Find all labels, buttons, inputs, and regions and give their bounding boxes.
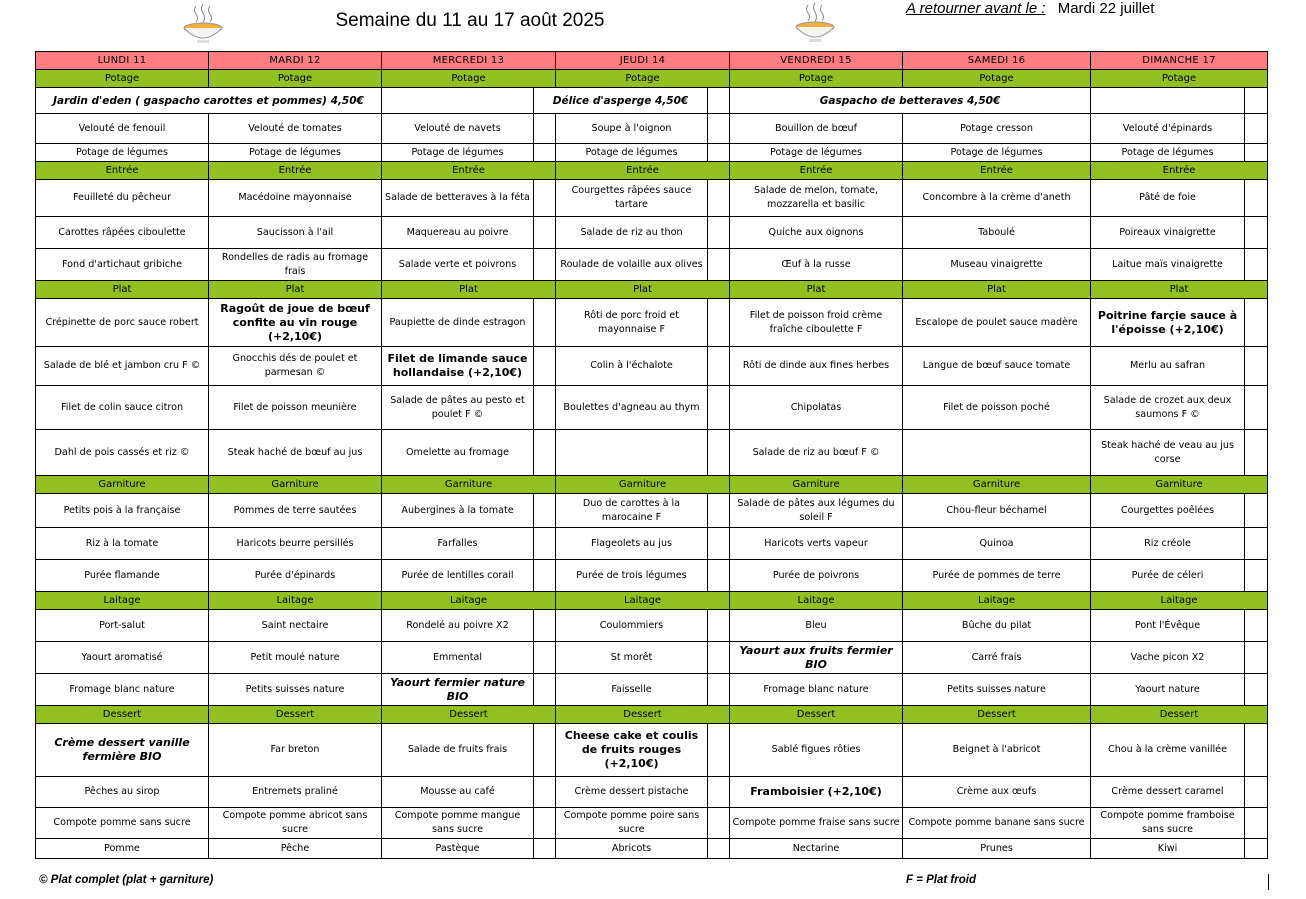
- menu-item: Pêches au sirop: [36, 777, 209, 808]
- menu-item: Chipolatas: [730, 386, 903, 430]
- empty-cell: [708, 430, 730, 476]
- soup-bowl-icon: [794, 1, 836, 45]
- empty-cell: [534, 347, 556, 386]
- menu-item: Yaourt fermier nature BIO: [382, 674, 534, 706]
- empty-cell: [534, 114, 556, 144]
- menu-item: Steak haché de bœuf au jus: [209, 430, 382, 476]
- menu-item: Carottes râpées ciboulette: [36, 217, 209, 249]
- empty-cell: [1245, 674, 1268, 706]
- empty-cell: [1245, 114, 1268, 144]
- section-header-plat: Plat: [730, 281, 903, 299]
- menu-item: Bleu: [730, 610, 903, 642]
- menu-item: Gnocchis dés de poulet et parmesan ©: [209, 347, 382, 386]
- menu-item: Pommes de terre sautées: [209, 494, 382, 528]
- empty-cell: [1245, 347, 1268, 386]
- special-soup: Jardin d'eden ( gaspacho carottes et pommes) 4,50€: [36, 88, 382, 114]
- menu-row: [36, 808, 1268, 839]
- menu-item: Framboisier (+2,10€): [730, 777, 903, 808]
- menu-item: Rôti de dinde aux fines herbes: [730, 347, 903, 386]
- menu-item: Laitue maïs vinaigrette: [1091, 249, 1245, 281]
- menu-item: Filet de poisson poché: [903, 386, 1091, 430]
- empty-cell: [1245, 299, 1268, 347]
- empty-cell: [534, 674, 556, 706]
- menu-item: Dahl de pois cassés et riz ©: [36, 430, 209, 476]
- menu-row: [36, 476, 1268, 494]
- menu-item: Potage cresson: [903, 114, 1091, 144]
- empty-cell: [534, 777, 556, 808]
- section-header-laitage: Laitage: [556, 592, 730, 610]
- section-header-dessert: Dessert: [1091, 706, 1268, 724]
- section-header-garniture: Garniture: [730, 476, 903, 494]
- section-header-potage: Potage: [730, 70, 903, 88]
- menu-row: [36, 299, 1268, 347]
- section-header-garniture: Garniture: [556, 476, 730, 494]
- menu-item: Potage de légumes: [730, 144, 903, 162]
- menu-row: [36, 347, 1268, 386]
- empty-cell: [534, 610, 556, 642]
- menu-item: Faisselle: [556, 674, 708, 706]
- menu-item: Velouté de fenouil: [36, 114, 209, 144]
- menu-item: Paupiette de dinde estragon: [382, 299, 534, 347]
- empty-cell: [382, 88, 534, 114]
- menu-item: Pont l'Évêque: [1091, 610, 1245, 642]
- menu-item: Filet de colin sauce citron: [36, 386, 209, 430]
- menu-item: Fromage blanc nature: [730, 674, 903, 706]
- menu-row: [36, 386, 1268, 430]
- menu-item: Rôti de porc froid et mayonnaise F: [556, 299, 708, 347]
- footer-legend-complete: © Plat complet (plat + garniture): [39, 874, 214, 886]
- menu-item: [556, 430, 708, 476]
- menu-item: Œuf à la russe: [730, 249, 903, 281]
- day-header: DIMANCHE 17: [1091, 52, 1268, 70]
- empty-cell: [534, 528, 556, 560]
- menu-item: Salade de blé et jambon cru F ©: [36, 347, 209, 386]
- empty-cell: [1245, 494, 1268, 528]
- menu-item: Riz à la tomate: [36, 528, 209, 560]
- section-header-plat: Plat: [382, 281, 556, 299]
- menu-item: Roulade de volaille aux olives: [556, 249, 708, 281]
- empty-cell: [708, 144, 730, 162]
- menu-item: Haricots verts vapeur: [730, 528, 903, 560]
- day-header: MERCREDI 13: [382, 52, 556, 70]
- menu-item: Filet de limande sauce hollandaise (+2,10€): [382, 347, 534, 386]
- menu-item: Pâté de foie: [1091, 180, 1245, 217]
- empty-cell: [1245, 642, 1268, 674]
- menu-item: Steak haché de veau au jus corse: [1091, 430, 1245, 476]
- menu-item: Omelette au fromage: [382, 430, 534, 476]
- special-soup: [1245, 88, 1268, 114]
- menu-row: [36, 592, 1268, 610]
- menu-item: Salade de pâtes au pesto et poulet F ©: [382, 386, 534, 430]
- section-header-dessert: Dessert: [556, 706, 730, 724]
- empty-cell: [708, 777, 730, 808]
- menu-item: Soupe à l'oignon: [556, 114, 708, 144]
- section-header-potage: Potage: [1091, 70, 1268, 88]
- deadline-label: A retourner avant le :: [906, 0, 1046, 17]
- menu-item: Petits suisses nature: [209, 674, 382, 706]
- empty-cell: [534, 180, 556, 217]
- empty-cell: [534, 494, 556, 528]
- section-header-potage: Potage: [36, 70, 209, 88]
- menu-row: [36, 249, 1268, 281]
- empty-cell: [708, 674, 730, 706]
- menu-item: Riz créole: [1091, 528, 1245, 560]
- menu-item: Coulommiers: [556, 610, 708, 642]
- menu-item: Feuilleté du pêcheur: [36, 180, 209, 217]
- menu-item: Crépinette de porc sauce robert: [36, 299, 209, 347]
- menu-row: [36, 610, 1268, 642]
- menu-item: Salade de pâtes aux légumes du soleil F: [730, 494, 903, 528]
- menu-row: [36, 162, 1268, 180]
- empty-cell: [534, 560, 556, 592]
- menu-item: Chou-fleur béchamel: [903, 494, 1091, 528]
- day-header: LUNDI 11: [36, 52, 209, 70]
- menu-item: Saint nectaire: [209, 610, 382, 642]
- empty-cell: [534, 642, 556, 674]
- menu-item: [903, 430, 1091, 476]
- empty-cell: [708, 249, 730, 281]
- menu-item: Port-salut: [36, 610, 209, 642]
- menu-item: Purée flamande: [36, 560, 209, 592]
- menu-row: [36, 144, 1268, 162]
- empty-cell: [534, 808, 556, 839]
- menu-item: Salade verte et poivrons: [382, 249, 534, 281]
- menu-item: Pomme: [36, 839, 209, 859]
- special-soup: Gaspacho de betteraves 4,50€: [730, 88, 1091, 114]
- empty-cell: [708, 180, 730, 217]
- menu-item: Salade de betteraves à la féta: [382, 180, 534, 217]
- menu-row: [36, 217, 1268, 249]
- section-header-dessert: Dessert: [903, 706, 1091, 724]
- menu-item: Compote pomme abricot sans sucre: [209, 808, 382, 839]
- section-header-laitage: Laitage: [1091, 592, 1268, 610]
- menu-row: [36, 70, 1268, 88]
- menu-item: Compote pomme banane sans sucre: [903, 808, 1091, 839]
- menu-item: Crème aux œufs: [903, 777, 1091, 808]
- empty-cell: [708, 386, 730, 430]
- empty-cell: [708, 88, 730, 114]
- menu-item: Haricots beurre persillés: [209, 528, 382, 560]
- day-header: JEUDI 14: [556, 52, 730, 70]
- deadline-value: Mardi 22 juillet: [1057, 0, 1155, 17]
- menu-item: Poireaux vinaigrette: [1091, 217, 1245, 249]
- section-header-entree: Entrée: [36, 162, 209, 180]
- menu-item: Quinoa: [903, 528, 1091, 560]
- menu-item: Nectarine: [730, 839, 903, 859]
- menu-row: [36, 494, 1268, 528]
- special-soup: Délice d'asperge 4,50€: [534, 88, 708, 114]
- section-header-laitage: Laitage: [730, 592, 903, 610]
- menu-row: [36, 88, 1268, 114]
- menu-item: Far breton: [209, 724, 382, 777]
- menu-item: Potage de légumes: [1091, 144, 1245, 162]
- menu-item: Concombre à la crème d'aneth: [903, 180, 1091, 217]
- empty-cell: [708, 839, 730, 859]
- menu-row: [36, 281, 1268, 299]
- menu-item: Sablé figues rôties: [730, 724, 903, 777]
- section-header-potage: Potage: [556, 70, 730, 88]
- empty-cell: [708, 610, 730, 642]
- section-header-entree: Entrée: [382, 162, 556, 180]
- menu-item: Potage de légumes: [903, 144, 1091, 162]
- menu-item: Compote pomme fraise sans sucre: [730, 808, 903, 839]
- menu-item: Aubergines à la tomate: [382, 494, 534, 528]
- empty-cell: [1091, 88, 1245, 114]
- menu-item: Quiche aux oignons: [730, 217, 903, 249]
- menu-item: Rondelé au poivre X2: [382, 610, 534, 642]
- menu-item: Velouté d'épinards: [1091, 114, 1245, 144]
- menu-row: [36, 777, 1268, 808]
- menu-item: Duo de carottes à la marocaine F: [556, 494, 708, 528]
- menu-row: [36, 560, 1268, 592]
- menu-item: Compote pomme framboise sans sucre: [1091, 808, 1245, 839]
- day-header: VENDREDI 15: [730, 52, 903, 70]
- section-header-entree: Entrée: [1091, 162, 1268, 180]
- section-header-potage: Potage: [209, 70, 382, 88]
- menu-item: Merlu au safran: [1091, 347, 1245, 386]
- menu-item: Escalope de poulet sauce madère: [903, 299, 1091, 347]
- menu-item: Courgettes râpées sauce tartare: [556, 180, 708, 217]
- menu-item: Potage de légumes: [382, 144, 534, 162]
- menu-item: Salade de fruits frais: [382, 724, 534, 777]
- menu-item: St morêt: [556, 642, 708, 674]
- section-header-garniture: Garniture: [382, 476, 556, 494]
- menu-item: Crème dessert caramel: [1091, 777, 1245, 808]
- menu-item: Beignet à l'abricot: [903, 724, 1091, 777]
- menu-item: Abricots: [556, 839, 708, 859]
- menu-item: Salade de riz au bœuf F ©: [730, 430, 903, 476]
- menu-item: Colin à l'échalote: [556, 347, 708, 386]
- menu-item: Bouillon de bœuf: [730, 114, 903, 144]
- menu-item: Purée de céleri: [1091, 560, 1245, 592]
- empty-cell: [1245, 386, 1268, 430]
- section-header-garniture: Garniture: [1091, 476, 1268, 494]
- menu-item: Potage de légumes: [556, 144, 708, 162]
- menu-row: [36, 839, 1268, 859]
- section-header-entree: Entrée: [556, 162, 730, 180]
- menu-item: Petit moulé nature: [209, 642, 382, 674]
- section-header-potage: Potage: [382, 70, 556, 88]
- menu-item: Chou à la crème vanillée: [1091, 724, 1245, 777]
- menu-item: Emmental: [382, 642, 534, 674]
- menu-item: Entremets praliné: [209, 777, 382, 808]
- section-header-plat: Plat: [209, 281, 382, 299]
- menu-item: Bûche du pilat: [903, 610, 1091, 642]
- empty-cell: [708, 494, 730, 528]
- empty-cell: [708, 299, 730, 347]
- empty-cell: [534, 144, 556, 162]
- menu-item: Mousse au café: [382, 777, 534, 808]
- menu-item: Potage de légumes: [36, 144, 209, 162]
- section-header-garniture: Garniture: [209, 476, 382, 494]
- menu-item: Petits pois à la française: [36, 494, 209, 528]
- empty-cell: [708, 560, 730, 592]
- return-deadline: [906, 0, 1154, 17]
- section-header-garniture: Garniture: [903, 476, 1091, 494]
- section-header-plat: Plat: [36, 281, 209, 299]
- section-header-plat: Plat: [556, 281, 730, 299]
- menu-item: Macédoine mayonnaise: [209, 180, 382, 217]
- menu-item: Compote pomme sans sucre: [36, 808, 209, 839]
- empty-cell: [708, 642, 730, 674]
- menu-item: Crème dessert vanille fermière BIO: [36, 724, 209, 777]
- menu-item: Rondelles de radis au fromage frais: [209, 249, 382, 281]
- menu-item: Vache picon X2: [1091, 642, 1245, 674]
- menu-item: Salade de melon, tomate, mozzarella et basilic: [730, 180, 903, 217]
- empty-cell: [1245, 560, 1268, 592]
- menu-row: [36, 724, 1268, 777]
- menu-item: Petits suisses nature: [903, 674, 1091, 706]
- footer-legend-cold: F = Plat froid: [906, 874, 976, 886]
- empty-cell: [534, 299, 556, 347]
- menu-row: [36, 528, 1268, 560]
- menu-item: Flageolets au jus: [556, 528, 708, 560]
- empty-cell: [1245, 249, 1268, 281]
- menu-item: Purée de poivrons: [730, 560, 903, 592]
- empty-cell: [708, 114, 730, 144]
- section-header-entree: Entrée: [903, 162, 1091, 180]
- section-header-garniture: Garniture: [36, 476, 209, 494]
- footer-divider: [1268, 874, 1269, 890]
- menu-item: Ragoût de joue de bœuf confite au vin rouge (+2,10€): [209, 299, 382, 347]
- section-header-entree: Entrée: [730, 162, 903, 180]
- empty-cell: [708, 347, 730, 386]
- menu-item: Saucisson à l'ail: [209, 217, 382, 249]
- section-header-laitage: Laitage: [209, 592, 382, 610]
- empty-cell: [1245, 610, 1268, 642]
- section-header-laitage: Laitage: [36, 592, 209, 610]
- menu-item: Compote pomme mangue sans sucre: [382, 808, 534, 839]
- menu-item: Fromage blanc nature: [36, 674, 209, 706]
- section-header-laitage: Laitage: [903, 592, 1091, 610]
- empty-cell: [708, 528, 730, 560]
- soup-bowl-icon: [182, 2, 224, 46]
- menu-item: Langue de bœuf sauce tomate: [903, 347, 1091, 386]
- section-header-dessert: Dessert: [209, 706, 382, 724]
- empty-cell: [708, 808, 730, 839]
- menu-row: [36, 642, 1268, 674]
- page-title: Semaine du 11 au 17 août 2025: [335, 10, 605, 31]
- menu-item: Courgettes poêlées: [1091, 494, 1245, 528]
- section-header-laitage: Laitage: [382, 592, 556, 610]
- empty-cell: [708, 724, 730, 777]
- menu-row: [36, 114, 1268, 144]
- empty-cell: [1245, 217, 1268, 249]
- menu-item: Velouté de tomates: [209, 114, 382, 144]
- menu-row: [36, 180, 1268, 217]
- menu-item: Fond d'artichaut gribiche: [36, 249, 209, 281]
- empty-cell: [534, 217, 556, 249]
- empty-cell: [534, 386, 556, 430]
- menu-item: Yaourt aux fruits fermier BIO: [730, 642, 903, 674]
- section-header-potage: Potage: [903, 70, 1091, 88]
- menu-item: Purée de pommes de terre: [903, 560, 1091, 592]
- empty-cell: [534, 724, 556, 777]
- section-header-dessert: Dessert: [382, 706, 556, 724]
- menu-item: Salade de riz au thon: [556, 217, 708, 249]
- menu-item: Poitrine farçie sauce à l'époisse (+2,10€): [1091, 299, 1245, 347]
- empty-cell: [534, 839, 556, 859]
- menu-item: Taboulé: [903, 217, 1091, 249]
- menu-item: Yaourt nature: [1091, 674, 1245, 706]
- menu-item: Velouté de navets: [382, 114, 534, 144]
- empty-cell: [1245, 777, 1268, 808]
- section-header-plat: Plat: [1091, 281, 1268, 299]
- menu-item: Crème dessert pistache: [556, 777, 708, 808]
- menu-row: [36, 706, 1268, 724]
- section-header-dessert: Dessert: [36, 706, 209, 724]
- menu-item: Purée d'épinards: [209, 560, 382, 592]
- menu-item: Yaourt aromatisé: [36, 642, 209, 674]
- menu-item: Pastèque: [382, 839, 534, 859]
- menu-item: Purée de lentilles corail: [382, 560, 534, 592]
- menu-row: [36, 430, 1268, 476]
- menu-item: Cheese cake et coulis de fruits rouges (+2,10€): [556, 724, 708, 777]
- menu-item: Kiwi: [1091, 839, 1245, 859]
- section-header-plat: Plat: [903, 281, 1091, 299]
- empty-cell: [1245, 430, 1268, 476]
- menu-item: Farfalles: [382, 528, 534, 560]
- section-header-entree: Entrée: [209, 162, 382, 180]
- menu-item: Salade de crozet aux deux saumons F ©: [1091, 386, 1245, 430]
- menu-row: [36, 52, 1268, 70]
- section-header-dessert: Dessert: [730, 706, 903, 724]
- menu-item: Filet de poisson meunière: [209, 386, 382, 430]
- empty-cell: [1245, 724, 1268, 777]
- empty-cell: [1245, 808, 1268, 839]
- menu-item: Maquereau au poivre: [382, 217, 534, 249]
- menu-item: Potage de légumes: [209, 144, 382, 162]
- empty-cell: [534, 249, 556, 281]
- empty-cell: [708, 217, 730, 249]
- empty-cell: [1245, 528, 1268, 560]
- empty-cell: [1245, 180, 1268, 217]
- menu-item: Filet de poisson froid crème fraîche ciboulette F: [730, 299, 903, 347]
- menu-item: Compote pomme poire sans sucre: [556, 808, 708, 839]
- empty-cell: [1245, 839, 1268, 859]
- menu-item: Pêche: [209, 839, 382, 859]
- weekly-menu-table: [35, 51, 1268, 859]
- day-header: SAMEDI 16: [903, 52, 1091, 70]
- menu-item: Prunes: [903, 839, 1091, 859]
- empty-cell: [1245, 144, 1268, 162]
- menu-item: Carré frais: [903, 642, 1091, 674]
- empty-cell: [534, 430, 556, 476]
- menu-item: Boulettes d'agneau au thym: [556, 386, 708, 430]
- day-header: MARDI 12: [209, 52, 382, 70]
- menu-row: [36, 674, 1268, 706]
- menu-item: Purée de trois légumes: [556, 560, 708, 592]
- menu-item: Museau vinaigrette: [903, 249, 1091, 281]
